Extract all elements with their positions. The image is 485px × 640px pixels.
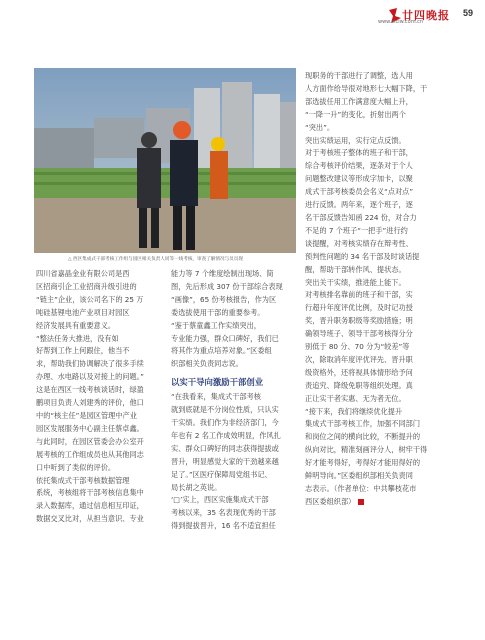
paragraph-line: 问题整改建议等形成字加卡，以聚 — [305, 174, 413, 184]
paragraph-line: 实、群众口碑好的同志获得提拔或 — [171, 443, 279, 453]
paragraph-line: 录入数据库，通过信息相互印证， — [36, 501, 144, 511]
paragraph-line: 谈提醒，对考核实绩存在辩考性、 — [305, 238, 413, 248]
paragraph-line: “一降一升”的变化，折射出两个 — [305, 109, 406, 119]
paragraph-line: 级资格外，还将视具体情形给予问 — [305, 367, 413, 377]
end-of-article-icon — [358, 499, 364, 505]
paragraph-line: 和岗位之间的横向比较，不断提升的 — [305, 432, 421, 442]
paragraph-line: 确领导班子、领导干部考核得分分 — [305, 329, 413, 339]
paragraph-line: 吨硅基锂电池产业项目对园区 — [36, 307, 130, 317]
paragraph-line: 委选拔使用干部的重要参考。 — [171, 307, 265, 317]
paragraph-line: 醒，帮助干部转作风、提状态。 — [305, 264, 406, 274]
paragraph-line: “画像”，65 份考核报告，作为区 — [171, 294, 277, 304]
paragraph-line: 考核以来，35 名表现优秀的干部 — [171, 508, 276, 518]
paragraph-line: 这是在西区一线考核谈话时，绿盈 — [36, 385, 144, 395]
paragraph-line: 名干部反馈告知函 224 份，对合力 — [305, 212, 417, 222]
magazine-logo: 廿四晚报 — [402, 9, 450, 22]
paragraph-line: 集成式干部考核工作，加强不同部门 — [305, 419, 421, 429]
paragraph-line: 干实绩。我们作为非经济部门，今 — [171, 417, 279, 427]
paragraph-line: 综合考核评价结果，逐条对于个人 — [305, 161, 413, 171]
paragraph-line: 突出实绩运用，实行定点反馈。 — [305, 135, 406, 145]
paragraph-line: 晋升，明显感觉大家的干劲越来越 — [171, 456, 279, 466]
paragraph-line: 志表示。（作者单位：中共攀枝花市 — [305, 484, 417, 493]
paragraph-line: 将其作为重点培养对象。”区委组 — [171, 346, 272, 356]
article-column-2 — [171, 268, 301, 533]
paragraph-line: 依托集成式干部考核数据管理 — [36, 475, 130, 485]
paragraph-line: 展考核的工作组成员也从其他同志 — [36, 449, 144, 459]
page-number: 59 — [463, 8, 474, 18]
paragraph-line-last — [305, 496, 445, 509]
photo-caption: △ 西区集成式干部考核工作组与园区相关负责人同等一线考核，审查了解情况与员员现 — [68, 257, 243, 262]
paragraph-line: “在我看来，集成式干部考核 — [171, 392, 261, 402]
paragraph-line: 得到提拔晋升，16 名不适宜担任 — [171, 521, 276, 531]
paragraph-line: 系统，考核组将干部考核信息集中 — [36, 488, 144, 498]
paragraph-line: 部选拔任用工作满意度大幅上升， — [305, 96, 413, 106]
paragraph-line: “鉴于蔡童鑫工作实绩突出， — [171, 320, 261, 330]
paragraph-line: 办理、水电路以及对接上的问题。” — [36, 372, 144, 382]
paragraph-line: 图，先后形成 307 份干部综合表现 — [171, 281, 283, 291]
paragraph-line: 进行反馈。两年来，逐个班子，逐 — [305, 200, 413, 210]
paragraph-line: 对于考核班子整体的班子和干部， — [305, 148, 413, 158]
paragraph-line: 不足的 7 个班子“一把手”进行约 — [305, 225, 408, 235]
paragraph-line: 局长胡之英说。 — [171, 482, 222, 492]
paragraph-line: “链主”企业，该公司名下的 25 万 — [36, 294, 144, 304]
paragraph-line: 足了。”区医疗保障局党组书记、 — [171, 469, 272, 479]
paragraph-line: ‘□’实上，西区实施集成式干部 — [171, 495, 269, 505]
paragraph-line: 好帮到工作上何跟住，他当不 — [36, 346, 130, 356]
paragraph-line: 求，帮助我们协调解决了很多手续 — [36, 359, 144, 369]
paragraph-line: 与此同时，在园区管委会办公室开 — [36, 436, 144, 446]
paragraph-line: 园区发展服务中心副主任蔡卓鑫。 — [36, 423, 144, 433]
paragraph-line: 行超升年度评优比例，及时记功授 — [305, 303, 413, 313]
paragraph-line: 预判性问题的 34 名干部及时谈话提 — [305, 251, 420, 261]
paragraph-line: 纵向对比，精准刻画评分人，树牢干得 — [305, 445, 428, 455]
paragraph-line: 好才能考得好，考得好才能用得好的 — [305, 458, 421, 468]
paragraph-line: 口中听到了类似的评价。 — [36, 462, 116, 472]
paragraph-line: 奖，晋升职务职级等奖励措施；明 — [305, 316, 413, 326]
paragraph-line: 对考核排名靠前的班子和干部，实 — [305, 290, 413, 300]
paragraph-line: 区招商引企工业招商升级引进的 — [36, 281, 137, 291]
paragraph-line: 正让实干者实惠、无为者无位。 — [305, 393, 406, 403]
paragraph-line: “接下来，我们将继续优化提升 — [305, 406, 403, 416]
article-column-3 — [305, 70, 445, 509]
paragraph-line: 经济发展具有重要意义。 — [36, 320, 116, 330]
paragraph-line: 别低于 80 分、70 分为“较差”等 — [305, 342, 410, 352]
paragraph-line: 突出关干实绩，推进能上能下。 — [305, 277, 406, 287]
paragraph-line: 专业能力强，群众口碑好，我们已 — [171, 333, 279, 343]
paragraph-line: 人方面作给导很对地形七大幅下降，干 — [305, 83, 428, 93]
paragraph-line: 现职务的干部进行了调整，选人用 — [305, 71, 413, 80]
paragraph-line: 西区委组织部） — [305, 496, 356, 506]
paragraph-line: 鹏项目负责人刘建秀的评价，他口 — [36, 398, 144, 408]
paragraph-line: 鲜明导向。”区委组织部相关负责同 — [305, 471, 413, 481]
paragraph-line: 责追究、降级免职等组织处理。真 — [305, 380, 413, 390]
photo — [34, 68, 296, 253]
paragraph-line: 四川省嘉晶金业有限公司是西 — [36, 269, 130, 278]
paragraph-line: 成式干部考核委员会名义“点对点” — [305, 187, 414, 197]
paragraph-line: “突出”。 — [305, 122, 335, 132]
paragraph-line: “整法任务大推进，没有如 — [36, 333, 119, 343]
paragraph-line: 次，除取消年度评优评先、晋升职 — [305, 354, 413, 364]
paragraph-line: 年也有 2 名工作成效明显，作风扎 — [171, 430, 281, 440]
paragraph-line: 中的“核主任”是园区管理中产业 — [36, 410, 137, 420]
paragraph-line: 织部相关负责同志说。 — [171, 359, 243, 369]
article-column-1 — [36, 268, 162, 526]
site-url: www.ciciw.com.cn — [378, 19, 424, 25]
section-subheading: 以实干导向激励干部创业 — [171, 377, 264, 388]
paragraph-line: 就到底就是不分岗位性质，只认实 — [171, 405, 279, 415]
paragraph-line: 能力等 7 个维度绘制出现场、简 — [171, 269, 274, 278]
paragraph-line: 数据交叉比对，从担当意识、专业 — [36, 514, 144, 524]
